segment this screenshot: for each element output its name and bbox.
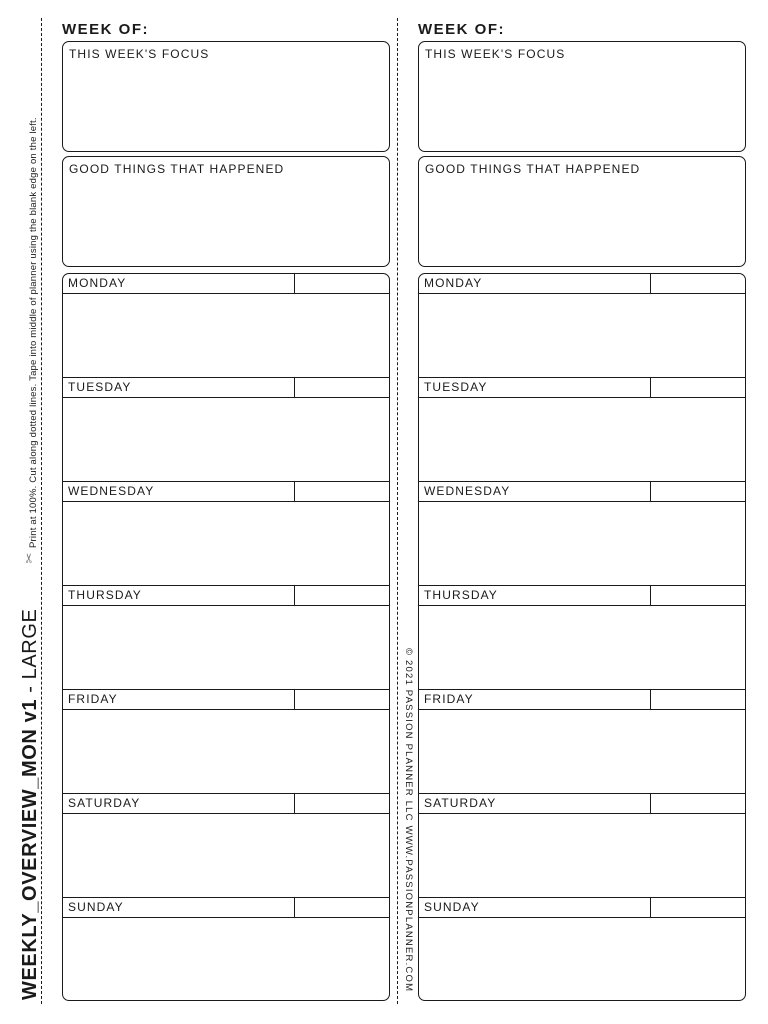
day-tuesday[interactable] (63, 378, 389, 482)
copyright-text: © 2021 PASSION PLANNER LLC WWW.PASSIONPLANNER.COM (403, 648, 414, 993)
day-extra-cell[interactable] (295, 898, 389, 917)
side-title-light: - LARGE (19, 608, 41, 699)
day-tuesday[interactable] (419, 378, 745, 482)
side-title (19, 570, 42, 1000)
scissors-icon: ✂ (21, 552, 37, 564)
good-things-label: GOOD THINGS THAT HAPPENED (425, 162, 641, 176)
day-extra-cell[interactable] (295, 794, 389, 813)
day-label: THURSDAY (419, 586, 651, 605)
day-extra-cell[interactable] (651, 378, 745, 397)
day-friday[interactable] (63, 690, 389, 794)
day-label: FRIDAY (419, 690, 651, 709)
day-extra-cell[interactable] (651, 690, 745, 709)
focus-box[interactable] (62, 41, 390, 152)
week-of-label: WEEK OF: (62, 21, 149, 38)
day-label: TUESDAY (63, 378, 295, 397)
day-saturday[interactable] (419, 794, 745, 898)
cut-line-middle (397, 18, 398, 1004)
day-extra-cell[interactable] (295, 586, 389, 605)
day-label: MONDAY (63, 274, 295, 293)
day-label: WEDNESDAY (63, 482, 295, 501)
day-sunday[interactable] (419, 898, 745, 1001)
good-things-box[interactable] (62, 156, 390, 267)
day-extra-cell[interactable] (651, 898, 745, 917)
day-wednesday[interactable] (63, 482, 389, 586)
day-label: SUNDAY (419, 898, 651, 917)
day-extra-cell[interactable] (651, 274, 745, 293)
day-label: MONDAY (419, 274, 651, 293)
good-things-label: GOOD THINGS THAT HAPPENED (69, 162, 285, 176)
day-thursday[interactable] (63, 586, 389, 690)
day-extra-cell[interactable] (651, 482, 745, 501)
days-box (418, 273, 746, 1001)
week-of-label: WEEK OF: (418, 21, 505, 38)
focus-label: THIS WEEK'S FOCUS (69, 47, 210, 61)
day-label: FRIDAY (63, 690, 295, 709)
day-extra-cell[interactable] (295, 274, 389, 293)
day-wednesday[interactable] (419, 482, 745, 586)
day-label: TUESDAY (419, 378, 651, 397)
day-label: WEDNESDAY (419, 482, 651, 501)
day-label: SUNDAY (63, 898, 295, 917)
focus-box[interactable] (418, 41, 746, 152)
planner-column-left (62, 20, 390, 1001)
print-instructions: Print at 100%. Cut along dotted lines. Tape into middle of planner using the blank edge on the left. (28, 117, 39, 548)
focus-label: THIS WEEK'S FOCUS (425, 47, 566, 61)
day-sunday[interactable] (63, 898, 389, 1001)
day-monday[interactable] (63, 274, 389, 378)
day-extra-cell[interactable] (651, 586, 745, 605)
side-title-bold: WEEKLY_OVERVIEW_MON v1 (19, 698, 41, 1000)
day-saturday[interactable] (63, 794, 389, 898)
day-label: SATURDAY (63, 794, 295, 813)
day-friday[interactable] (419, 690, 745, 794)
day-extra-cell[interactable] (295, 378, 389, 397)
good-things-box[interactable] (418, 156, 746, 267)
day-thursday[interactable] (419, 586, 745, 690)
days-box (62, 273, 390, 1001)
day-extra-cell[interactable] (295, 482, 389, 501)
day-label: SATURDAY (419, 794, 651, 813)
planner-column-right (418, 20, 746, 1001)
day-monday[interactable] (419, 274, 745, 378)
cut-line-left (41, 18, 42, 1004)
day-extra-cell[interactable] (295, 690, 389, 709)
day-label: THURSDAY (63, 586, 295, 605)
day-extra-cell[interactable] (651, 794, 745, 813)
